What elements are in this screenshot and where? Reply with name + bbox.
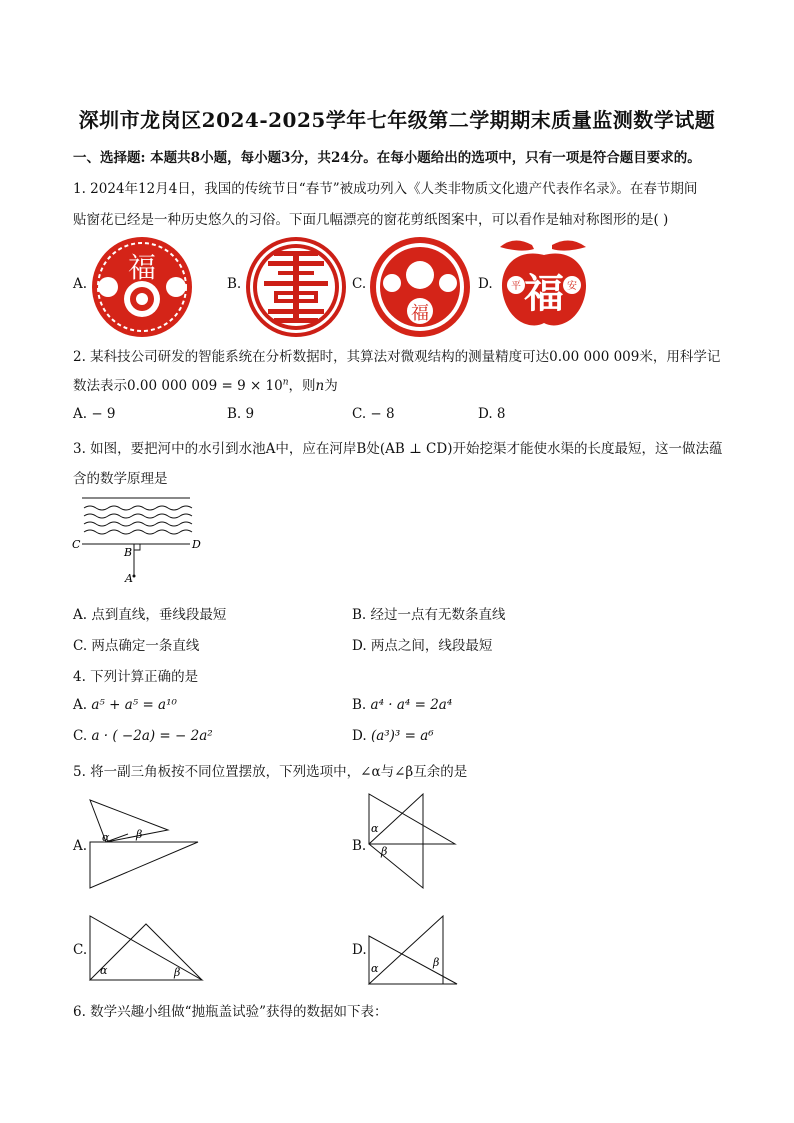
q1-d-right-char: 安 [567, 281, 577, 292]
q1-a-fu-char: 福 [127, 251, 157, 284]
q4-option-d[interactable]: D. (a³)³ = a⁶ [352, 728, 434, 744]
q1-stem-line1: 1. 2024年12月4日，我国的传统节日“春节”被成功列入《人类非物质文化遗产代表作名录》。在春节期间 [73, 181, 698, 197]
q5-c-beta: β [174, 966, 181, 979]
q5-b-beta: β [381, 845, 388, 858]
q5-option-b-label[interactable]: B. [352, 838, 367, 854]
q1-option-c-image [368, 235, 472, 339]
q1-option-d-label[interactable]: D. [478, 276, 493, 292]
section-header: 一、选择题: 本题共8小题，每小题3分，共24分。在每小题给出的选项中，只有一项是符合题目要求的。 [73, 150, 701, 166]
q2-stem-line2: 数法表示0.00 000 $009 = 9 \times 10^n$，则n为 [73, 377, 338, 394]
q1-option-d-image [494, 233, 594, 333]
q3-option-d[interactable]: D. 两点之间，线段最短 [352, 638, 493, 654]
q2-option-a[interactable]: A. − 9 [73, 406, 116, 422]
q3-label-b: B [124, 546, 133, 559]
q1-d-left-char: 平 [511, 281, 521, 292]
q1-option-b-image [244, 235, 348, 339]
q5-a-alpha: α [102, 831, 110, 844]
q3-option-a[interactable]: A. 点到直线，垂线段最短 [73, 607, 227, 623]
page-title: 深圳市龙岗区2024-2025学年七年级第二学期期末质量监测数学试题 [78, 108, 716, 132]
q5-option-a-label[interactable]: A. [73, 838, 88, 854]
q2-option-c[interactable]: C. − 8 [352, 406, 395, 422]
q4-option-b[interactable]: B. a⁴ · a⁴ = 2a⁴ [352, 697, 453, 713]
q2-stem-line1: 2. 某科技公司研发的智能系统在分析数据时，其算法对微观结构的测量精度可达0.00 000 009米，用科学记 [73, 349, 721, 365]
q5-option-c-label[interactable]: C. [73, 942, 88, 958]
q5-stem: 5. 将一副三角板按不同位置摆放，下列选项中，∠α与∠β互余的是 [73, 764, 468, 780]
q5-option-d-figure [367, 914, 463, 986]
q3-option-b[interactable]: B. 经过一点有无数条直线 [352, 607, 506, 623]
q3-label-a: A [125, 572, 133, 585]
q1-d-fu-char: 福 [524, 270, 564, 317]
q1-option-b-label[interactable]: B. [227, 276, 242, 292]
q5-option-d-label[interactable]: D. [352, 942, 367, 958]
q1-c-fu-char: 福 [411, 303, 429, 324]
q2-option-b[interactable]: B. 9 [227, 406, 255, 422]
q4-option-c[interactable]: C. a · ( −2a) = − 2a² [73, 728, 213, 744]
q3-label-d: D [192, 538, 201, 551]
q4-stem: 4. 下列计算正确的是 [73, 669, 199, 685]
q1-option-a-image [90, 235, 194, 339]
q1-option-a-label[interactable]: A. [73, 276, 88, 292]
q5-a-beta: β [136, 828, 143, 841]
q1-stem-line2: 贴窗花已经是一种历史悠久的习俗。下面几幅漂亮的窗花剪纸图案中，可以看作是轴对称图形的是( ) [73, 212, 669, 228]
q1-option-c-label[interactable]: C. [352, 276, 367, 292]
q5-d-alpha: α [371, 962, 379, 975]
q2-option-d[interactable]: D. 8 [478, 406, 506, 422]
q5-b-alpha: α [371, 822, 379, 835]
q3-river-figure [70, 496, 210, 586]
q4-option-a[interactable]: A. a⁵ + a⁵ = a¹⁰ [73, 697, 177, 713]
q5-option-c-figure [88, 914, 206, 984]
q5-option-b-figure [367, 792, 463, 890]
q3-stem-line2: 含的数学原理是 [73, 471, 168, 487]
q5-option-a-figure [88, 798, 208, 892]
q3-label-c: C [72, 538, 81, 551]
q5-c-alpha: α [100, 964, 108, 977]
q3-stem-line1: 3. 如图，要把河中的水引到水池A中，应在河岸B处(AB ⊥ CD)开始挖渠才能使水渠的长度最短，这一做法蕴 [73, 441, 723, 457]
q5-d-beta: β [433, 956, 440, 969]
q3-option-c[interactable]: C. 两点确定一条直线 [73, 638, 200, 654]
q6-stem: 6. 数学兴趣小组做“抛瓶盖试验”获得的数据如下表： [73, 1004, 388, 1020]
